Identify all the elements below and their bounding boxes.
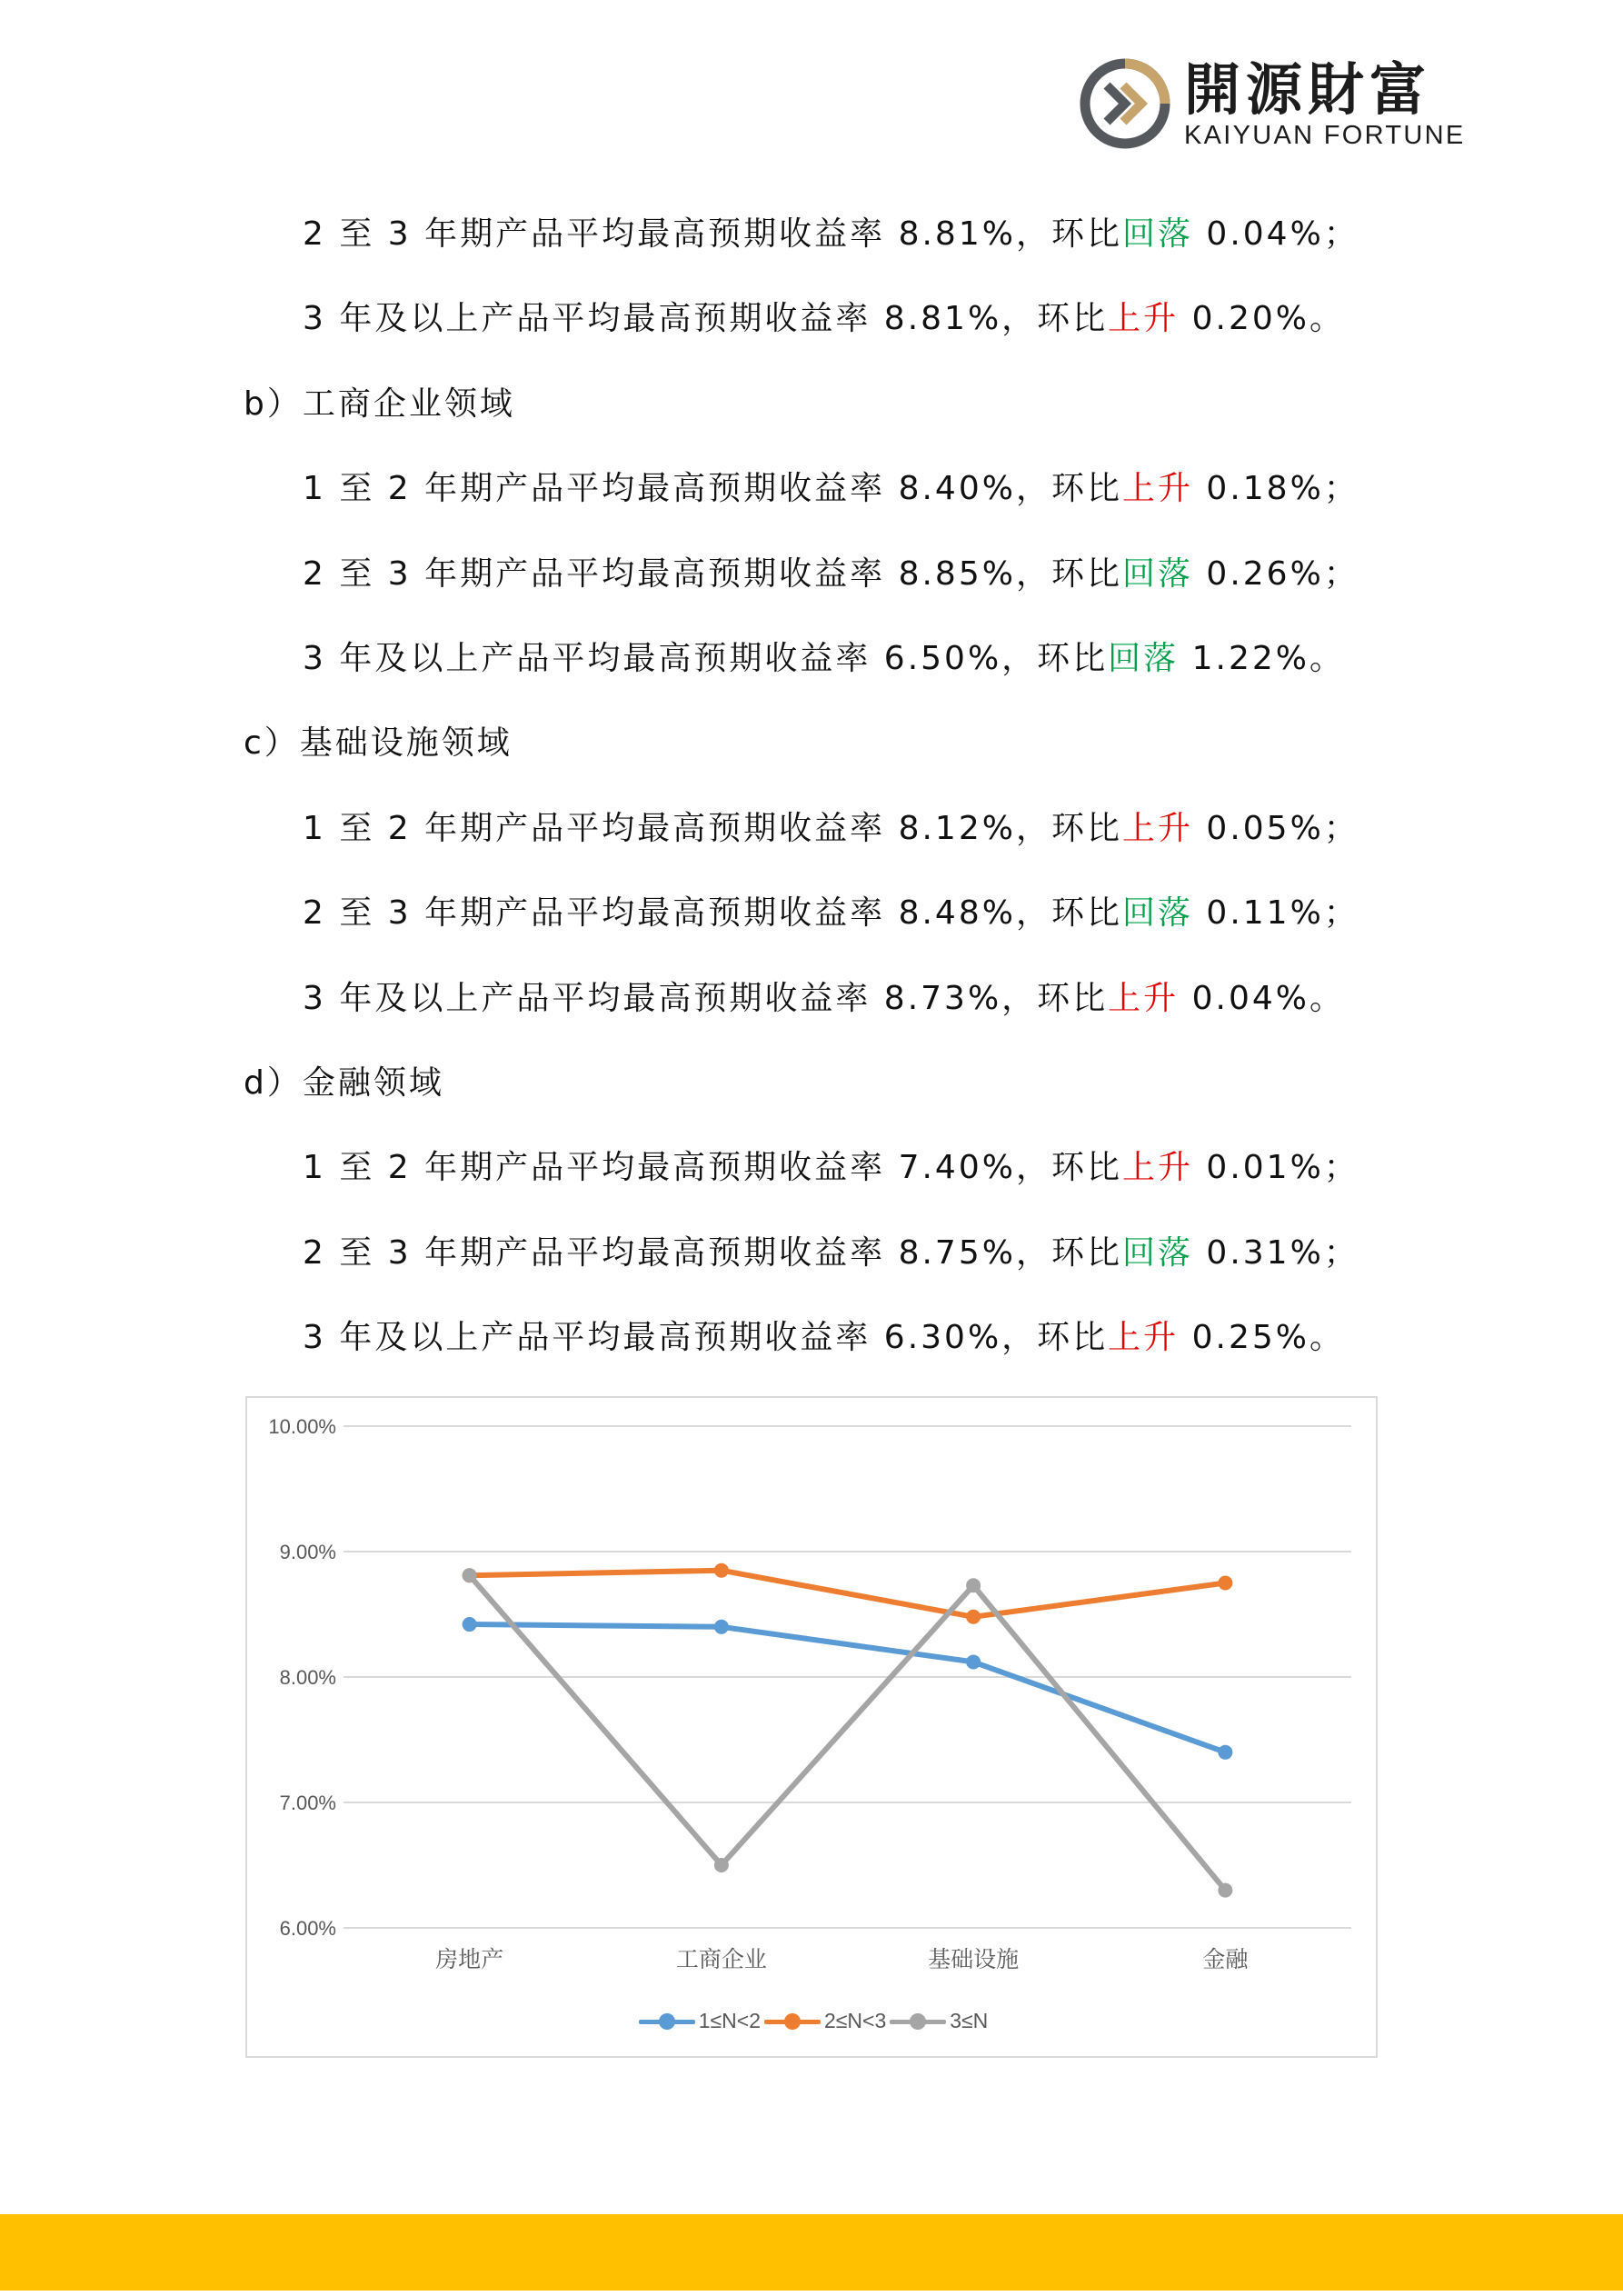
trend-down-label: 回落 <box>1121 894 1193 932</box>
x-tick-label: 工商企业 <box>675 1946 767 1972</box>
change-value: 0.25%。 <box>1179 1319 1345 1356</box>
yield-line <box>303 213 1393 256</box>
change-value: 0.01%； <box>1192 1149 1359 1186</box>
trend-up-label: 上升 <box>1121 470 1193 507</box>
data-point-series-1 <box>463 1617 477 1632</box>
yield-line-text: 2 至 3 年期产品平均最高预期收益率 8.81%，环比 <box>303 215 1122 253</box>
yield-line <box>303 892 1393 935</box>
yield-line-text: 1 至 2 年期产品平均最高预期收益率 8.40%，环比 <box>303 470 1122 507</box>
data-point-series-1 <box>966 1654 981 1669</box>
change-value: 0.05%； <box>1192 810 1359 847</box>
data-point-series-2 <box>1218 1576 1232 1591</box>
y-tick-label: 10.00% <box>268 1415 336 1438</box>
yield-line <box>303 977 1393 1021</box>
yield-line-text: 2 至 3 年期产品平均最高预期收益率 8.85%，环比 <box>303 555 1122 593</box>
data-point-series-3 <box>714 1858 729 1872</box>
section-heading: b）工商企业领域 <box>244 385 515 423</box>
data-point-series-3 <box>463 1568 477 1582</box>
yield-line <box>303 297 1393 341</box>
legend-item <box>639 2009 761 2033</box>
x-tick-label: 金融 <box>1202 1946 1249 1972</box>
yield-line <box>303 807 1393 851</box>
section-heading: d）金融领域 <box>244 1064 444 1102</box>
trend-down-label: 回落 <box>1121 215 1193 253</box>
series-line-3 <box>470 1575 1226 1890</box>
trend-down-label: 回落 <box>1121 1234 1193 1272</box>
data-point-series-2 <box>966 1610 981 1624</box>
data-point-series-3 <box>1218 1883 1232 1898</box>
section-heading: c）基础设施领域 <box>244 724 513 762</box>
trend-up-label: 上升 <box>1108 300 1180 337</box>
yield-line <box>303 553 1393 596</box>
legend-label: 1≤N<2 <box>698 2009 761 2032</box>
data-point-series-2 <box>714 1563 729 1578</box>
yield-line <box>303 637 1393 681</box>
trend-up-label: 上升 <box>1108 980 1180 1017</box>
yield-line <box>303 1146 1393 1190</box>
data-point-series-1 <box>714 1620 729 1634</box>
change-value: 0.04%； <box>1192 215 1359 253</box>
x-tick-label: 基础设施 <box>928 1946 1020 1972</box>
y-tick-label: 9.00% <box>279 1541 336 1563</box>
yield-line-text: 2 至 3 年期产品平均最高预期收益率 8.75%，环比 <box>303 1234 1122 1272</box>
x-tick-label: 房地产 <box>435 1946 504 1972</box>
y-tick-label: 7.00% <box>279 1792 336 1814</box>
y-tick-label: 8.00% <box>279 1666 336 1689</box>
change-value: 0.11%； <box>1192 894 1359 932</box>
change-value: 0.18%； <box>1192 470 1359 507</box>
footer-bar <box>0 2214 1623 2291</box>
data-point-series-1 <box>1218 1745 1232 1760</box>
change-value: 0.26%； <box>1192 555 1359 593</box>
legend-item <box>764 2009 886 2033</box>
legend-label: 2≤N<3 <box>823 2009 887 2032</box>
yield-line-text: 3 年及以上产品平均最高预期收益率 8.73%，环比 <box>303 980 1109 1017</box>
y-tick-label: 6.00% <box>279 1917 336 1940</box>
yield-line-text: 3 年及以上产品平均最高预期收益率 6.50%，环比 <box>303 640 1109 677</box>
series-line-1 <box>470 1624 1226 1752</box>
yield-line-text: 3 年及以上产品平均最高预期收益率 8.81%，环比 <box>303 300 1109 337</box>
legend-item <box>890 2009 988 2033</box>
yield-line <box>303 467 1393 511</box>
change-value: 0.31%； <box>1192 1234 1359 1272</box>
yield-line <box>303 1316 1393 1360</box>
legend-label: 3≤N <box>950 2009 989 2032</box>
yield-line <box>303 1232 1393 1275</box>
change-value: 0.04%。 <box>1179 980 1345 1017</box>
yield-line-text: 1 至 2 年期产品平均最高预期收益率 7.40%，环比 <box>303 1149 1122 1186</box>
legend-swatch-icon <box>639 2012 695 2031</box>
yield-line-text: 2 至 3 年期产品平均最高预期收益率 8.48%，环比 <box>303 894 1122 932</box>
logo-english-name: KAIYUAN FORTUNE <box>1184 121 1466 150</box>
change-value: 0.20%。 <box>1179 300 1345 337</box>
yield-line-text: 1 至 2 年期产品平均最高预期收益率 8.12%，环比 <box>303 810 1122 847</box>
trend-down-label: 回落 <box>1121 555 1193 593</box>
trend-down-label: 回落 <box>1108 640 1180 677</box>
kaiyuan-logo-mark-icon <box>1080 58 1170 149</box>
kaiyuan-logo <box>1080 58 1498 158</box>
series-line-2 <box>470 1571 1226 1617</box>
trend-up-label: 上升 <box>1108 1319 1180 1356</box>
change-value: 1.22%。 <box>1179 640 1345 677</box>
chart-plot <box>247 1398 1376 2056</box>
logo-chinese-name: 開源財富 <box>1184 56 1432 123</box>
trend-up-label: 上升 <box>1121 810 1193 847</box>
trend-up-label: 上升 <box>1121 1149 1193 1186</box>
chart-legend <box>247 2009 1379 2036</box>
legend-swatch-icon <box>890 2012 946 2031</box>
yield-line-text: 3 年及以上产品平均最高预期收益率 6.30%，环比 <box>303 1319 1109 1356</box>
yield-line-chart <box>245 1396 1378 2058</box>
legend-swatch-icon <box>764 2012 821 2031</box>
data-point-series-3 <box>966 1578 981 1592</box>
